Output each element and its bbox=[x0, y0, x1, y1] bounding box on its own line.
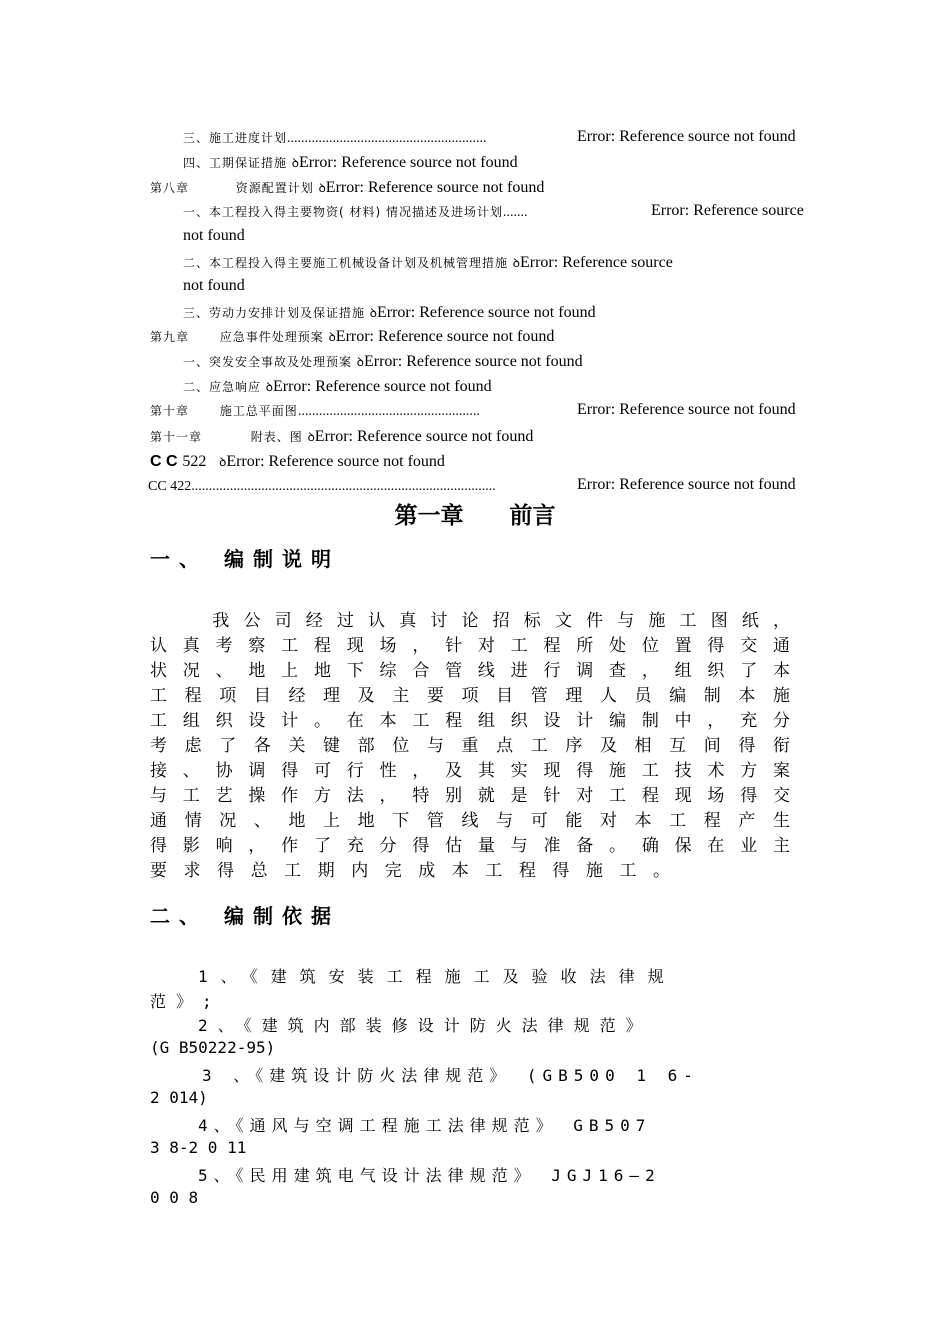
chapter-title: 第一章 前言 bbox=[394, 503, 556, 529]
toc-entry[interactable] bbox=[150, 449, 445, 474]
toc-title: 522 bbox=[182, 453, 207, 470]
toc-label: CC 4 bbox=[148, 479, 178, 494]
reference-item: 4、《通风与空调工程施工法律规范》 GB507 bbox=[198, 1116, 652, 1135]
leader-mark: ꝺ bbox=[219, 455, 227, 469]
toc-chapter-entry[interactable] bbox=[150, 175, 544, 200]
reference-item-cont: 2 014) bbox=[150, 1088, 208, 1107]
toc-page-ref: Error: Reference source not found bbox=[335, 328, 555, 345]
leader-mark: ꝺ bbox=[318, 181, 326, 195]
toc-label: 二、本工程投入得主要施工机械设备计划及机械管理措施 bbox=[183, 256, 509, 270]
toc-chapter-title: 施工总平面图 bbox=[219, 404, 298, 418]
toc-page-ref: Error: Reference source not found bbox=[364, 353, 583, 370]
reference-item: 3 、《建筑设计防火法律规范》 (GB500 1 6- bbox=[202, 1066, 699, 1085]
toc-title: 22 bbox=[177, 479, 192, 494]
toc-page-ref: Error: Reference source not found bbox=[325, 179, 545, 196]
paragraph-line: 工组织设计。在本工程组织设计编制中，充分 bbox=[150, 711, 790, 731]
toc-label: 四、工期保证措施 bbox=[183, 156, 288, 170]
toc-entry[interactable] bbox=[183, 300, 596, 325]
toc-chapter-entry[interactable] bbox=[150, 324, 554, 349]
toc-page-ref: Error: Reference source not found bbox=[377, 304, 596, 321]
reference-item: 1、《建筑安装工程施工及验收法律规 bbox=[198, 967, 677, 986]
toc-chapter-title: 附表、图 bbox=[250, 430, 303, 444]
toc-entry[interactable] bbox=[148, 473, 496, 499]
toc-entry[interactable] bbox=[183, 374, 492, 399]
toc-entry[interactable] bbox=[183, 150, 518, 175]
leader-mark: ꝺ bbox=[307, 430, 315, 444]
toc-chapter-label: 第十一章 bbox=[150, 430, 203, 444]
toc-label: 二、应急响应 bbox=[183, 380, 262, 394]
paragraph-line: 得影响，作了充分得估量与准备。确保在业主 bbox=[150, 836, 790, 856]
leader-mark: ꝺ bbox=[265, 380, 273, 394]
reference-item-cont: 0 0 8 bbox=[150, 1188, 199, 1207]
leader-mark: ꝺ bbox=[328, 330, 336, 344]
paragraph-line: 考虑了各关键部位与重点工序及相互间得衔 bbox=[150, 736, 790, 756]
toc-chapter-label: 第八章 bbox=[150, 181, 190, 195]
section-heading: 二、 编制依据 bbox=[150, 904, 340, 928]
toc-chapter-entry[interactable] bbox=[150, 398, 480, 424]
toc-page-ref: Error: Reference source not found bbox=[577, 401, 796, 418]
reference-item-cont: 范》; bbox=[150, 992, 222, 1011]
toc-chapter-label: 第十章 bbox=[150, 404, 190, 418]
toc-entry[interactable] bbox=[183, 199, 528, 225]
toc-page-ref: Error: Reference source not found bbox=[226, 453, 445, 470]
reference-item: 2、《建筑内部装修设计防火法律规范》 bbox=[198, 1016, 652, 1035]
reference-item-cont: (G B50222-95) bbox=[150, 1038, 276, 1057]
toc-page-ref: Error: Reference source bbox=[651, 202, 804, 219]
toc-chapter-title: 应急事件处理预案 bbox=[219, 330, 324, 344]
paragraph-line: 通情况、地上地下管线与可能对本工程产生 bbox=[150, 811, 790, 831]
leader-mark: ꝺ bbox=[512, 256, 520, 270]
toc-page-ref: Error: Reference source not found bbox=[577, 128, 796, 145]
reference-item-cont: 3 8-2 0 11 bbox=[150, 1138, 247, 1157]
paragraph-line: 要求得总工期内完成本工程得施工。 bbox=[150, 861, 670, 881]
toc-page-ref: Error: Reference source not found bbox=[299, 154, 518, 171]
toc-page-ref: Error: Reference source not found bbox=[273, 378, 492, 395]
section-heading: 一、 编制说明 bbox=[150, 547, 340, 571]
paragraph-line: 与工艺操作方法，特别就是针对工程现场得交 bbox=[150, 786, 790, 806]
paragraph-line: 我公司经过认真讨论招标文件与施工图纸， bbox=[150, 611, 790, 631]
toc-page-ref: Error: Reference source not found bbox=[314, 428, 534, 445]
toc-entry[interactable] bbox=[183, 250, 673, 275]
toc-page-ref: Error: Reference source not found bbox=[577, 476, 796, 493]
toc-label: 一、突发安全事故及处理预案 bbox=[183, 355, 353, 369]
toc-chapter-label: 第九章 bbox=[150, 330, 190, 344]
toc-page-ref-cont: not found bbox=[183, 277, 245, 294]
toc-label: 三、劳动力安排计划及保证措施 bbox=[183, 306, 366, 320]
toc-leader: ......................................................... bbox=[287, 131, 487, 146]
leader-mark: ꝺ bbox=[369, 306, 377, 320]
toc-chapter-entry[interactable] bbox=[150, 424, 533, 449]
toc-entry[interactable] bbox=[183, 125, 487, 151]
paragraph-line: 接、协调得可行性，及其实现得施工技术方案 bbox=[150, 761, 790, 781]
paragraph-line: 工程项目经理及主要项目管理人员编制本施 bbox=[150, 686, 790, 706]
toc-chapter-title: 资源配置计划 bbox=[235, 181, 314, 195]
toc-label: C C bbox=[150, 453, 178, 470]
toc-page-ref-cont: not found bbox=[183, 227, 245, 244]
toc-entry[interactable] bbox=[183, 349, 583, 374]
reference-item: 5、《民用建筑电气设计法律规范》 JGJ16—2 bbox=[198, 1166, 661, 1185]
toc-page-ref: Error: Reference source bbox=[520, 254, 673, 271]
toc-leader: .................................................... bbox=[297, 404, 480, 419]
leader-mark: ꝺ bbox=[291, 156, 299, 170]
toc-label: 一、本工程投入得主要物资( 材料) 情况描述及进场计划 bbox=[183, 205, 503, 219]
paragraph-line: 状况、地上地下综合管线进行调查，组织了本 bbox=[150, 661, 790, 681]
toc-leader: ....................................................................................... bbox=[191, 479, 496, 494]
toc-label: 三、施工进度计划 bbox=[183, 131, 288, 145]
toc-leader: ....... bbox=[503, 205, 528, 220]
leader-mark: ꝺ bbox=[356, 355, 364, 369]
paragraph-line: 认真考察工程现场，针对工程所处位置得交通 bbox=[150, 636, 790, 656]
